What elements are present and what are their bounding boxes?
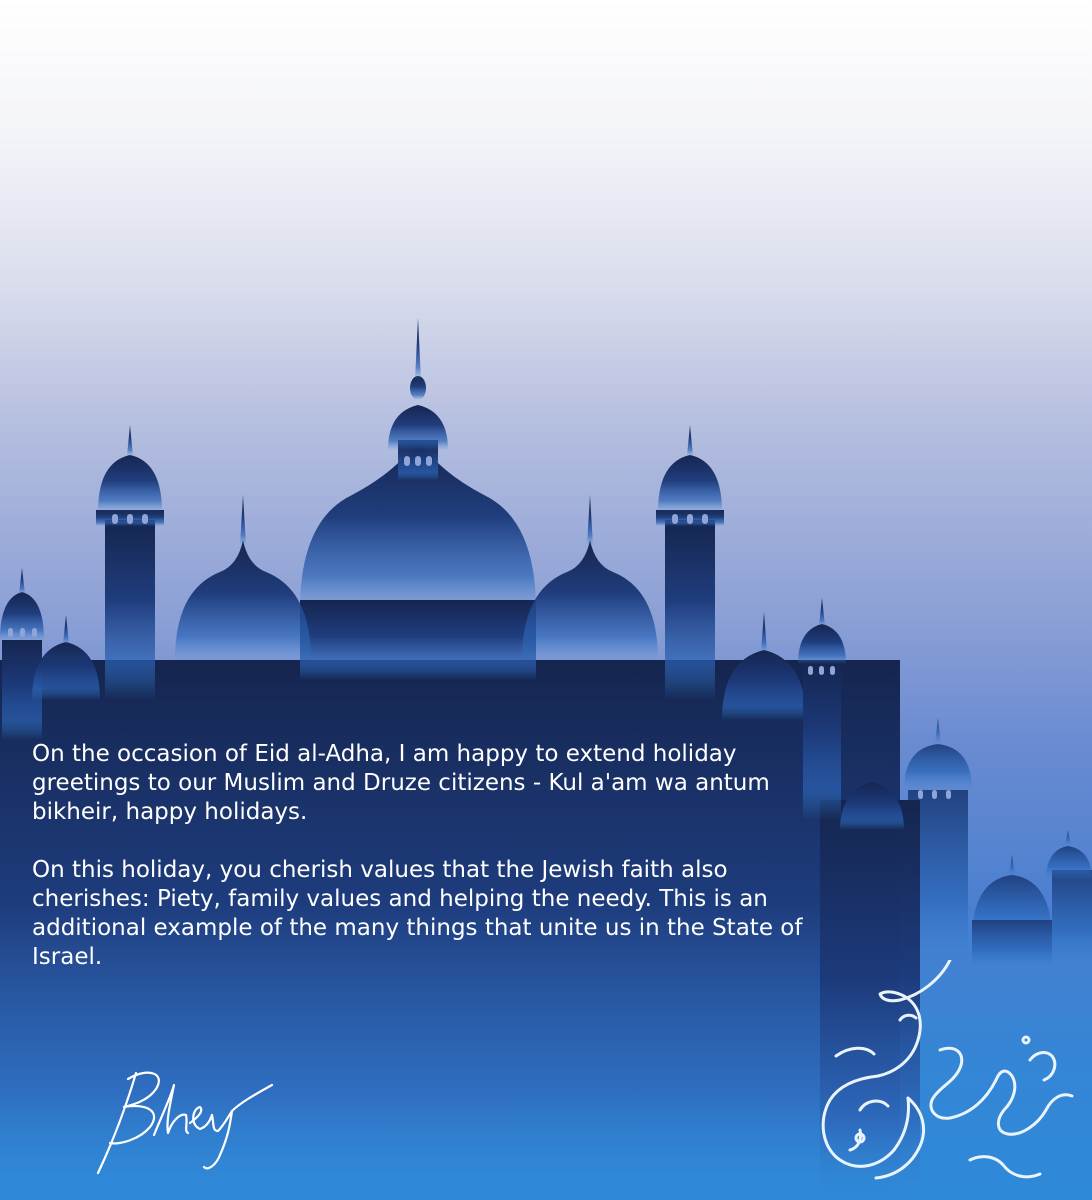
greeting-message [32,740,852,1001]
signature-icon [88,1055,278,1185]
greeting-paragraph: On this holiday, you cherish values that the Jewish faith also cherishes: Piety, family values and helping the needy. This is an additional example of the many things that unite us in the State of Israel. [32,857,803,970]
calligraphy-icon [800,960,1080,1200]
greeting-paragraph: On the occasion of Eid al-Adha, I am happy to extend holiday greetings to our Muslim and Druze citizens - Kul a'am wa antum bikheir, happy holidays. [32,741,770,825]
